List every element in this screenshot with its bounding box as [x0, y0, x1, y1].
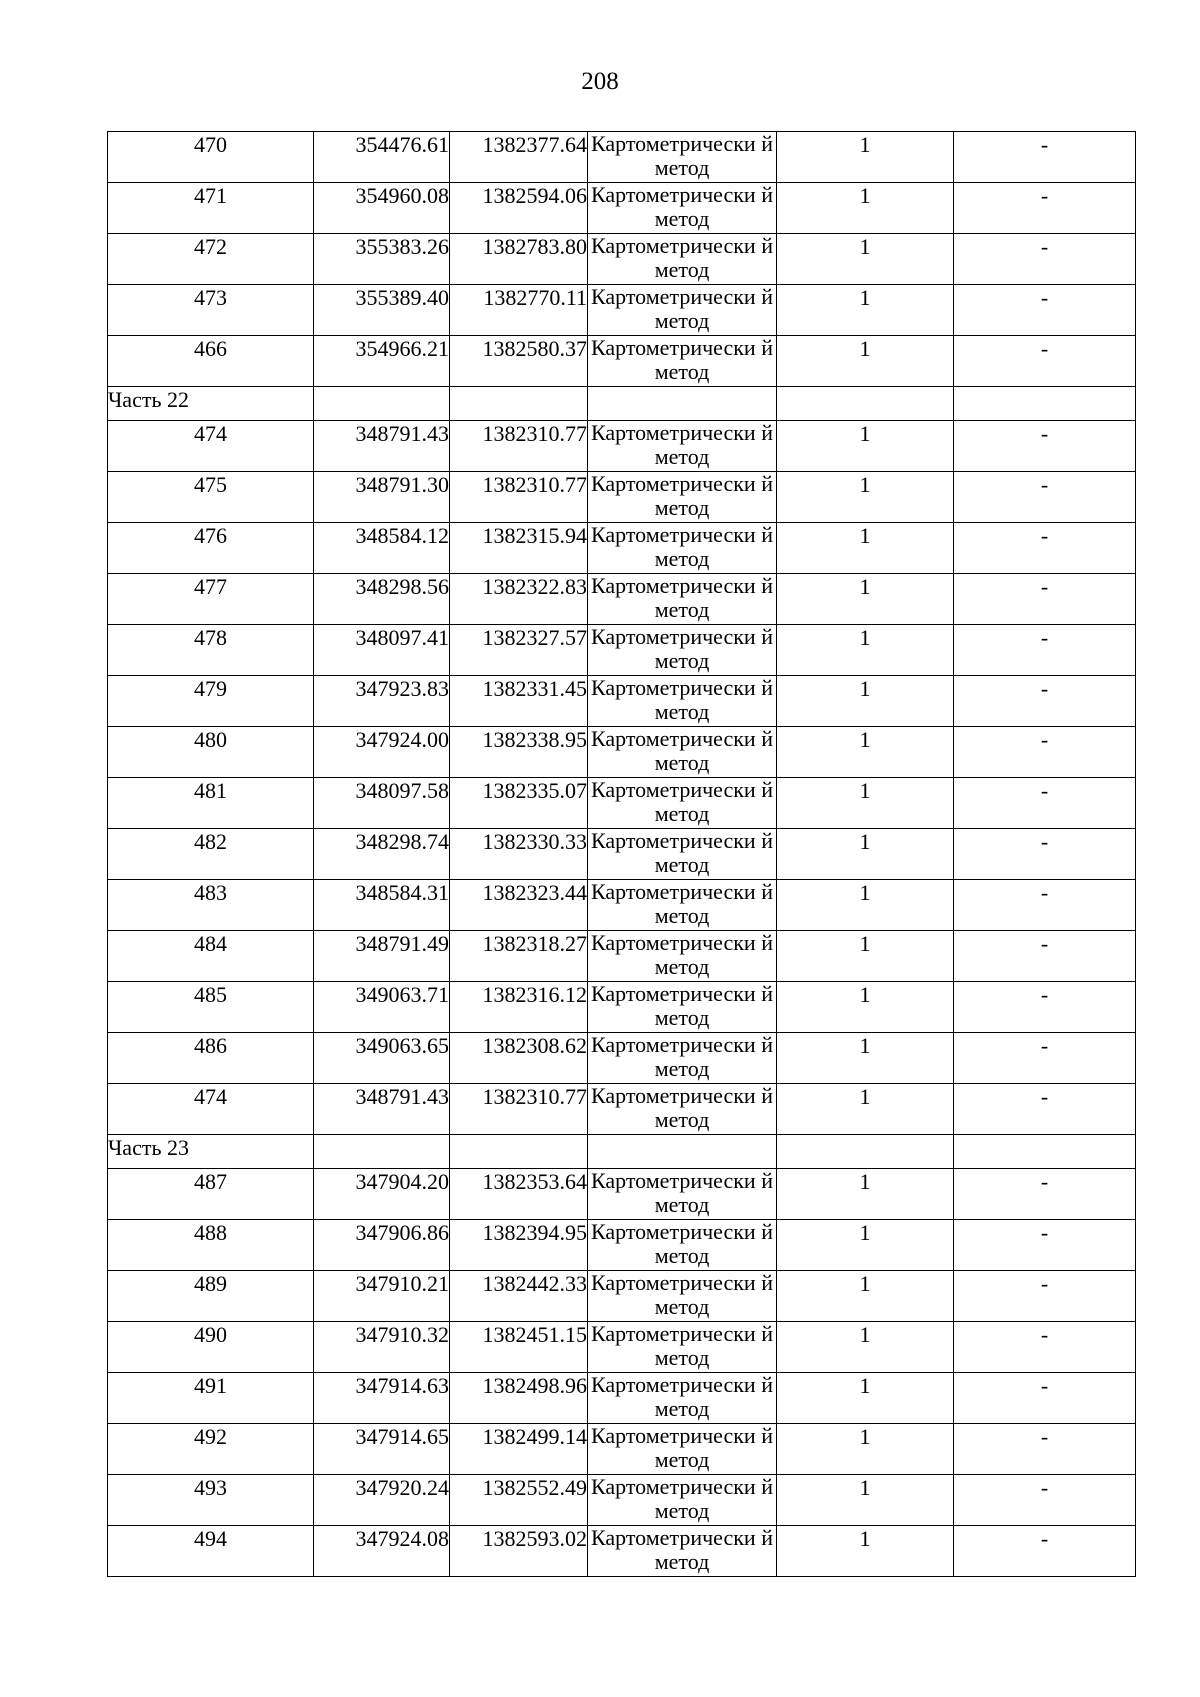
- method-cell: Картометрически й метод: [588, 1220, 777, 1271]
- accuracy-cell: 1: [777, 676, 954, 727]
- note-cell: -: [954, 234, 1136, 285]
- x-coordinate-cell: 347904.20: [314, 1169, 450, 1220]
- x-coordinate-cell: 354960.08: [314, 183, 450, 234]
- point-number-cell: 471: [108, 183, 314, 234]
- method-cell: Картометрически й метод: [588, 421, 777, 472]
- note-cell: -: [954, 829, 1136, 880]
- method-cell: Картометрически й метод: [588, 1169, 777, 1220]
- point-number-cell: 482: [108, 829, 314, 880]
- note-cell: -: [954, 132, 1136, 183]
- method-cell: Картометрически й метод: [588, 1033, 777, 1084]
- method-cell: Картометрически й метод: [588, 183, 777, 234]
- note-cell: -: [954, 183, 1136, 234]
- table-row: [108, 727, 1136, 778]
- method-cell: Картометрически й метод: [588, 1526, 777, 1577]
- coordinates-table-body: [108, 132, 1136, 1577]
- method-cell: Картометрически й метод: [588, 132, 777, 183]
- note-cell: -: [954, 1424, 1136, 1475]
- empty-cell: [588, 1135, 777, 1169]
- method-cell: Картометрически й метод: [588, 574, 777, 625]
- point-number-cell: 491: [108, 1373, 314, 1424]
- y-coordinate-cell: 1382580.37: [450, 336, 588, 387]
- table-row: [108, 132, 1136, 183]
- y-coordinate-cell: 1382552.49: [450, 1475, 588, 1526]
- accuracy-cell: 1: [777, 472, 954, 523]
- y-coordinate-cell: 1382318.27: [450, 931, 588, 982]
- table-row: [108, 1322, 1136, 1373]
- x-coordinate-cell: 347910.32: [314, 1322, 450, 1373]
- y-coordinate-cell: 1382394.95: [450, 1220, 588, 1271]
- method-cell: Картометрически й метод: [588, 1271, 777, 1322]
- note-cell: -: [954, 727, 1136, 778]
- method-cell: Картометрически й метод: [588, 1424, 777, 1475]
- table-row: [108, 1424, 1136, 1475]
- point-number-cell: 475: [108, 472, 314, 523]
- y-coordinate-cell: 1382310.77: [450, 1084, 588, 1135]
- table-row: [108, 472, 1136, 523]
- table-row: [108, 523, 1136, 574]
- point-number-cell: 486: [108, 1033, 314, 1084]
- part-header-row: [108, 387, 1136, 421]
- x-coordinate-cell: 348097.58: [314, 778, 450, 829]
- x-coordinate-cell: 347906.86: [314, 1220, 450, 1271]
- y-coordinate-cell: 1382593.02: [450, 1526, 588, 1577]
- method-cell: Картометрически й метод: [588, 829, 777, 880]
- accuracy-cell: 1: [777, 1322, 954, 1373]
- x-coordinate-cell: 348298.74: [314, 829, 450, 880]
- method-cell: Картометрически й метод: [588, 1084, 777, 1135]
- accuracy-cell: 1: [777, 1033, 954, 1084]
- x-coordinate-cell: 348298.56: [314, 574, 450, 625]
- x-coordinate-cell: 347914.63: [314, 1373, 450, 1424]
- accuracy-cell: 1: [777, 1220, 954, 1271]
- point-number-cell: 487: [108, 1169, 314, 1220]
- accuracy-cell: 1: [777, 183, 954, 234]
- note-cell: -: [954, 421, 1136, 472]
- note-cell: -: [954, 676, 1136, 727]
- method-cell: Картометрически й метод: [588, 727, 777, 778]
- table-row: [108, 234, 1136, 285]
- table-row: [108, 1169, 1136, 1220]
- accuracy-cell: 1: [777, 523, 954, 574]
- point-number-cell: 480: [108, 727, 314, 778]
- method-cell: Картометрически й метод: [588, 523, 777, 574]
- x-coordinate-cell: 354966.21: [314, 336, 450, 387]
- point-number-cell: 470: [108, 132, 314, 183]
- point-number-cell: 493: [108, 1475, 314, 1526]
- x-coordinate-cell: 347914.65: [314, 1424, 450, 1475]
- point-number-cell: 479: [108, 676, 314, 727]
- point-number-cell: 492: [108, 1424, 314, 1475]
- point-number-cell: 477: [108, 574, 314, 625]
- x-coordinate-cell: 347923.83: [314, 676, 450, 727]
- y-coordinate-cell: 1382331.45: [450, 676, 588, 727]
- y-coordinate-cell: 1382327.57: [450, 625, 588, 676]
- y-coordinate-cell: 1382353.64: [450, 1169, 588, 1220]
- accuracy-cell: 1: [777, 982, 954, 1033]
- note-cell: -: [954, 336, 1136, 387]
- note-cell: -: [954, 472, 1136, 523]
- x-coordinate-cell: 349063.65: [314, 1033, 450, 1084]
- accuracy-cell: 1: [777, 880, 954, 931]
- accuracy-cell: 1: [777, 1271, 954, 1322]
- accuracy-cell: 1: [777, 625, 954, 676]
- method-cell: Картометрически й метод: [588, 472, 777, 523]
- y-coordinate-cell: 1382377.64: [450, 132, 588, 183]
- empty-cell: [588, 387, 777, 421]
- note-cell: -: [954, 523, 1136, 574]
- x-coordinate-cell: 347920.24: [314, 1475, 450, 1526]
- point-number-cell: 481: [108, 778, 314, 829]
- x-coordinate-cell: 348097.41: [314, 625, 450, 676]
- empty-cell: [314, 387, 450, 421]
- accuracy-cell: 1: [777, 336, 954, 387]
- table-row: [108, 574, 1136, 625]
- table-row: [108, 829, 1136, 880]
- point-number-cell: 485: [108, 982, 314, 1033]
- point-number-cell: 474: [108, 421, 314, 472]
- point-number-cell: 490: [108, 1322, 314, 1373]
- note-cell: -: [954, 1084, 1136, 1135]
- empty-cell: [450, 1135, 588, 1169]
- note-cell: -: [954, 1271, 1136, 1322]
- x-coordinate-cell: 348791.43: [314, 1084, 450, 1135]
- y-coordinate-cell: 1382451.15: [450, 1322, 588, 1373]
- accuracy-cell: 1: [777, 829, 954, 880]
- method-cell: Картометрически й метод: [588, 285, 777, 336]
- point-number-cell: 494: [108, 1526, 314, 1577]
- method-cell: Картометрически й метод: [588, 931, 777, 982]
- note-cell: -: [954, 1220, 1136, 1271]
- table-row: [108, 285, 1136, 336]
- table-row: [108, 183, 1136, 234]
- accuracy-cell: 1: [777, 285, 954, 336]
- part-header-row: [108, 1135, 1136, 1169]
- y-coordinate-cell: 1382594.06: [450, 183, 588, 234]
- accuracy-cell: 1: [777, 778, 954, 829]
- method-cell: Картометрически й метод: [588, 1322, 777, 1373]
- y-coordinate-cell: 1382498.96: [450, 1373, 588, 1424]
- y-coordinate-cell: 1382783.80: [450, 234, 588, 285]
- point-number-cell: 466: [108, 336, 314, 387]
- note-cell: -: [954, 625, 1136, 676]
- empty-cell: [954, 387, 1136, 421]
- point-number-cell: 473: [108, 285, 314, 336]
- note-cell: -: [954, 1373, 1136, 1424]
- accuracy-cell: 1: [777, 1169, 954, 1220]
- x-coordinate-cell: 355383.26: [314, 234, 450, 285]
- y-coordinate-cell: 1382310.77: [450, 421, 588, 472]
- y-coordinate-cell: 1382310.77: [450, 472, 588, 523]
- y-coordinate-cell: 1382770.11: [450, 285, 588, 336]
- table-row: [108, 676, 1136, 727]
- method-cell: Картометрически й метод: [588, 880, 777, 931]
- method-cell: Картометрически й метод: [588, 676, 777, 727]
- point-number-cell: 474: [108, 1084, 314, 1135]
- method-cell: Картометрически й метод: [588, 625, 777, 676]
- note-cell: -: [954, 1169, 1136, 1220]
- point-number-cell: 483: [108, 880, 314, 931]
- method-cell: Картометрически й метод: [588, 982, 777, 1033]
- x-coordinate-cell: 348584.12: [314, 523, 450, 574]
- point-number-cell: 489: [108, 1271, 314, 1322]
- accuracy-cell: 1: [777, 1475, 954, 1526]
- x-coordinate-cell: 349063.71: [314, 982, 450, 1033]
- point-number-cell: 484: [108, 931, 314, 982]
- page-number: 208: [581, 68, 619, 95]
- empty-cell: [954, 1135, 1136, 1169]
- table-row: [108, 1526, 1136, 1577]
- table-row: [108, 1271, 1136, 1322]
- point-number-cell: 478: [108, 625, 314, 676]
- y-coordinate-cell: 1382330.33: [450, 829, 588, 880]
- note-cell: -: [954, 574, 1136, 625]
- point-number-cell: 472: [108, 234, 314, 285]
- empty-cell: [777, 1135, 954, 1169]
- method-cell: Картометрически й метод: [588, 234, 777, 285]
- note-cell: -: [954, 285, 1136, 336]
- part-label: Часть 22: [108, 387, 314, 421]
- table-row: [108, 336, 1136, 387]
- point-number-cell: 488: [108, 1220, 314, 1271]
- x-coordinate-cell: 347924.08: [314, 1526, 450, 1577]
- note-cell: -: [954, 880, 1136, 931]
- y-coordinate-cell: 1382323.44: [450, 880, 588, 931]
- y-coordinate-cell: 1382499.14: [450, 1424, 588, 1475]
- x-coordinate-cell: 354476.61: [314, 132, 450, 183]
- table-row: [108, 1084, 1136, 1135]
- accuracy-cell: 1: [777, 931, 954, 982]
- accuracy-cell: 1: [777, 234, 954, 285]
- empty-cell: [777, 387, 954, 421]
- note-cell: -: [954, 1526, 1136, 1577]
- accuracy-cell: 1: [777, 727, 954, 778]
- method-cell: Картометрически й метод: [588, 778, 777, 829]
- note-cell: -: [954, 1322, 1136, 1373]
- table-row: [108, 1373, 1136, 1424]
- empty-cell: [314, 1135, 450, 1169]
- accuracy-cell: 1: [777, 1373, 954, 1424]
- y-coordinate-cell: 1382338.95: [450, 727, 588, 778]
- x-coordinate-cell: 348791.30: [314, 472, 450, 523]
- x-coordinate-cell: 348584.31: [314, 880, 450, 931]
- y-coordinate-cell: 1382322.83: [450, 574, 588, 625]
- accuracy-cell: 1: [777, 574, 954, 625]
- table-row: [108, 421, 1136, 472]
- x-coordinate-cell: 347924.00: [314, 727, 450, 778]
- x-coordinate-cell: 355389.40: [314, 285, 450, 336]
- note-cell: -: [954, 1475, 1136, 1526]
- coordinates-table: [107, 131, 1136, 1577]
- note-cell: -: [954, 982, 1136, 1033]
- table-row: [108, 1475, 1136, 1526]
- table-row: [108, 931, 1136, 982]
- y-coordinate-cell: 1382442.33: [450, 1271, 588, 1322]
- note-cell: -: [954, 778, 1136, 829]
- method-cell: Картометрически й метод: [588, 1373, 777, 1424]
- method-cell: Картометрически й метод: [588, 1475, 777, 1526]
- accuracy-cell: 1: [777, 421, 954, 472]
- table-row: [108, 778, 1136, 829]
- x-coordinate-cell: 348791.49: [314, 931, 450, 982]
- table-row: [108, 982, 1136, 1033]
- table-row: [108, 625, 1136, 676]
- y-coordinate-cell: 1382335.07: [450, 778, 588, 829]
- y-coordinate-cell: 1382308.62: [450, 1033, 588, 1084]
- table-row: [108, 1033, 1136, 1084]
- accuracy-cell: 1: [777, 1526, 954, 1577]
- accuracy-cell: 1: [777, 1424, 954, 1475]
- method-cell: Картометрически й метод: [588, 336, 777, 387]
- table-row: [108, 880, 1136, 931]
- note-cell: -: [954, 1033, 1136, 1084]
- accuracy-cell: 1: [777, 132, 954, 183]
- x-coordinate-cell: 348791.43: [314, 421, 450, 472]
- empty-cell: [450, 387, 588, 421]
- y-coordinate-cell: 1382316.12: [450, 982, 588, 1033]
- note-cell: -: [954, 931, 1136, 982]
- table-row: [108, 1220, 1136, 1271]
- x-coordinate-cell: 347910.21: [314, 1271, 450, 1322]
- y-coordinate-cell: 1382315.94: [450, 523, 588, 574]
- part-label: Часть 23: [108, 1135, 314, 1169]
- point-number-cell: 476: [108, 523, 314, 574]
- accuracy-cell: 1: [777, 1084, 954, 1135]
